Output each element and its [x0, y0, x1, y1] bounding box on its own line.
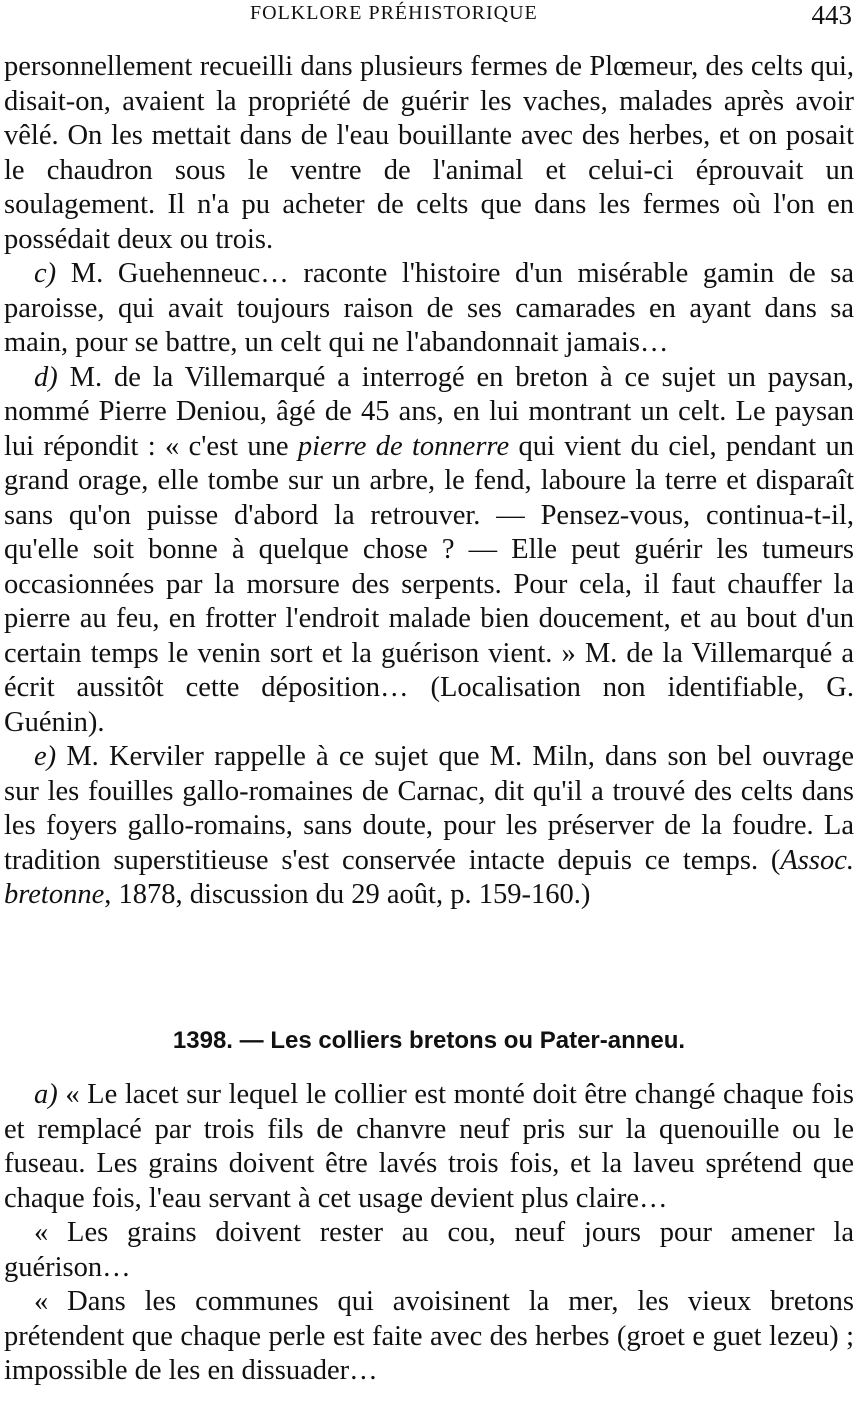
section-number: 1398.: [172, 1027, 233, 1054]
italic-phrase: pierre de tonnerre: [297, 430, 510, 462]
paragraph-continued: personnellement recueilli dans plusieurs fermes de Plœmeur, des celts qui, disait-on, avaient la propriété de guérir les vaches, malades après avoir vêlé. On les mettait dans de l'eau bouillante avec des herbes, et on posait le chaudron sous le ventre de l'animal et celui-ci éprouvait un soulagement. Il n'a pu acheter de celts que dans les fermes où l'on en possédait deux ou trois.: [4, 51, 854, 255]
section-title: Les colliers bretons ou Pater-anneu.: [270, 1027, 686, 1054]
paragraph-quote-1: « Les grains doivent rester au cou, neuf jours pour amener la guérison…: [4, 1217, 854, 1283]
running-header: [0, 2, 858, 28]
body-text-top: [4, 50, 854, 913]
section-heading: [0, 1026, 858, 1056]
section-dash: —: [232, 1027, 271, 1054]
paragraph-label: a): [34, 1079, 58, 1110]
paragraph-label: c): [34, 258, 57, 289]
page-number: 443: [811, 0, 852, 30]
italic-citation: Assoc. bretonne: [4, 844, 854, 910]
paragraph-label: d): [34, 361, 58, 393]
paragraph-a: a) « Le lacet sur lequel le collier est monté doit être changé chaque fois et remplacé par trois fils de chanvre neuf pris sur la quenouille ou le fuseau. Les grains doivent être lavés trois fois, et la laveu sprétend que chaque fois, l'eau servant à cet usage devient plus claire…: [4, 1079, 854, 1214]
body-text-bottom: [4, 1078, 854, 1389]
paragraph-quote-2: « Dans les communes qui avoisinent la mer, les vieux bretons prétendent que chaque perle est faite avec des herbes (groet e guet lezeu) ; impossible de les en dissuader…: [4, 1286, 854, 1386]
paragraph-d: d) M. de la Villemarqué a interrogé en breton à ce sujet un paysan, nommé Pierre Deniou, âgé de 45 ans, en lui montrant un celt. Le paysan lui répondit : « c'est une pierre de tonnerre qui vient du ciel, pendant un grand orage, elle tombe sur un arbre, le fend, laboure la terre et disparaît sans qu'on puisse d'abord la retrouver. — Pensez-vous, continua-t-il, qu'elle soit bonne à quelque chose ? — Elle peut guérir les tumeurs occasionnées par la morsure des serpents. Pour cela, il faut chauffer la pierre au feu, en frotter l'endroit malade bien doucement, et au bout d'un certain temps le venin sort et la guérison vient. » M. de la Villemarqué a écrit aussitôt cette déposition… (Localisation non identifiable, G. Guénin).: [4, 361, 855, 738]
paragraph-c: c) M. Guehenneuc… raconte l'histoire d'un misérable gamin de sa paroisse, qui avait toujours raison de ses camarades en ayant dans sa main, pour se battre, un celt qui ne l'abandonnait jamais…: [4, 258, 854, 358]
paragraph-e: e) M. Kerviler rappelle à ce sujet que M. Miln, dans son bel ouvrage sur les fouilles gallo-romaines de Carnac, dit qu'il a trouvé des celts dans les foyers gallo-romains, sans doute, pour les préserver de la foudre. La tradition superstitieuse s'est conservée intacte depuis ce temps. (Assoc. bretonne, 1878, discussion du 29 août, p. 159-160.): [4, 741, 854, 910]
paragraph-label: e): [34, 741, 57, 772]
running-title: FOLKLORE PRÉHISTORIQUE: [250, 2, 538, 24]
